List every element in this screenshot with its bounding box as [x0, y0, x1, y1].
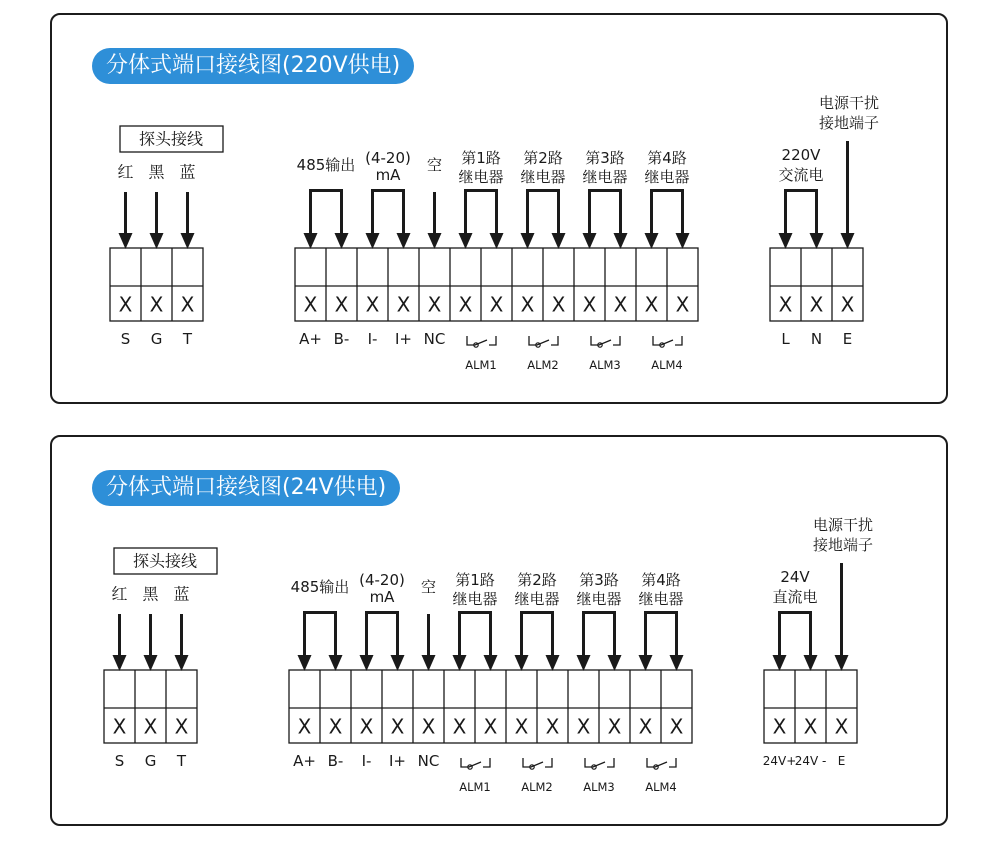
arrow-head: [175, 655, 189, 671]
arrow-head: [490, 233, 504, 249]
relay-group-label: 第1路: [455, 571, 495, 589]
terminal-screw-mark: X: [638, 714, 653, 739]
arrow-head: [329, 655, 343, 671]
relay-group-label: 第2路: [517, 571, 557, 589]
terminal-screw-mark: X: [644, 292, 659, 317]
group-label-4-20: (4-20): [365, 149, 411, 167]
output-terminal-label: I-: [361, 752, 372, 770]
arrow-head: [779, 233, 793, 249]
output-terminal-label: NC: [423, 330, 446, 348]
output-terminal-label: I+: [389, 752, 406, 770]
probe-terminal-label: G: [144, 752, 157, 770]
relay-contact-symbol: [523, 758, 552, 767]
arrow-head: [515, 655, 529, 671]
terminal-screw-mark: X: [149, 292, 164, 317]
arrow-head: [397, 233, 411, 249]
relay-group-label: 继电器: [582, 168, 628, 186]
power-supply-label: 直流电: [772, 588, 818, 606]
relay-group-label: 继电器: [514, 590, 560, 608]
probe-terminal-label: T: [176, 752, 187, 770]
arrow-head: [150, 233, 164, 249]
terminal-screw-mark: X: [112, 714, 127, 739]
terminal-screw-mark: X: [390, 714, 405, 739]
output-terminal-label: I+: [395, 330, 412, 348]
power-terminal-label: L: [781, 330, 790, 348]
terminal-screw-mark: X: [489, 292, 504, 317]
power-terminal-label: 24V+: [762, 754, 797, 768]
ground-terminal-label: 电源干扰: [812, 516, 874, 534]
output-terminal-label: A+: [299, 330, 322, 348]
terminal-screw-mark: X: [421, 714, 436, 739]
terminal-screw-mark: X: [483, 714, 498, 739]
arrow-head: [608, 655, 622, 671]
relay-group-label: 第2路: [523, 149, 563, 167]
arrow-head: [144, 655, 158, 671]
alarm-label: ALM3: [583, 780, 615, 794]
arrow-head: [614, 233, 628, 249]
terminal-screw-mark: X: [143, 714, 158, 739]
relay-contact-symbol: [591, 336, 620, 345]
arrow-head: [422, 655, 436, 671]
arrow-head: [773, 655, 787, 671]
probe-terminal-label: T: [182, 330, 193, 348]
terminal-screw-mark: X: [297, 714, 312, 739]
relay-contact-symbol: [529, 336, 558, 345]
arrow-head: [453, 655, 467, 671]
terminal-screw-mark: X: [613, 292, 628, 317]
relay-group-label: 第1路: [461, 149, 501, 167]
terminal-screw-mark: X: [396, 292, 411, 317]
arrow-head: [639, 655, 653, 671]
alarm-label: ALM4: [651, 358, 683, 372]
arrow-head: [583, 233, 597, 249]
terminal-screw-mark: X: [675, 292, 690, 317]
group-label-ma: mA: [375, 166, 401, 184]
arrow-head: [521, 233, 535, 249]
power-terminal-label: N: [810, 330, 823, 348]
alarm-label: ALM3: [589, 358, 621, 372]
group-label-485: 485输出: [290, 578, 350, 596]
relay-group-label: 第4路: [641, 571, 681, 589]
arrow-head: [428, 233, 442, 249]
group-label-485: 485输出: [296, 156, 356, 174]
wiring-diagram-24v: [52, 437, 946, 824]
arrow-head: [552, 233, 566, 249]
power-supply-label: 220V: [781, 146, 821, 164]
arrow-head: [546, 655, 560, 671]
output-terminal-label: B-: [327, 752, 344, 770]
arrow-head: [484, 655, 498, 671]
relay-group-label: 继电器: [644, 168, 690, 186]
wiring-panel-24v: [50, 435, 948, 826]
relay-contact-symbol: [647, 758, 676, 767]
arrow-head: [119, 233, 133, 249]
relay-contact-symbol: [653, 336, 682, 345]
relay-group-label: 第4路: [647, 149, 687, 167]
arrow-head: [835, 655, 849, 671]
arrow-head: [304, 233, 318, 249]
relay-contact-symbol: [461, 758, 490, 767]
terminal-screw-mark: X: [427, 292, 442, 317]
terminal-screw-mark: X: [174, 714, 189, 739]
probe-wire-color: 黑: [142, 584, 159, 604]
ground-terminal-label: 接地端子: [818, 114, 880, 132]
relay-contact-symbol: [585, 758, 614, 767]
terminal-screw-mark: X: [840, 292, 855, 317]
arrow-head: [113, 655, 127, 671]
arrow-head: [804, 655, 818, 671]
arrow-head: [841, 233, 855, 249]
output-terminal-label: B-: [333, 330, 350, 348]
relay-group-label: 继电器: [452, 590, 498, 608]
terminal-screw-mark: X: [576, 714, 591, 739]
arrow-head: [366, 233, 380, 249]
relay-contact-symbol: [467, 336, 496, 345]
arrow-head: [459, 233, 473, 249]
arrow-head: [577, 655, 591, 671]
group-label-ma: mA: [369, 588, 395, 606]
terminal-screw-mark: X: [458, 292, 473, 317]
terminal-screw-mark: X: [834, 714, 849, 739]
terminal-screw-mark: X: [582, 292, 597, 317]
terminal-screw-mark: X: [778, 292, 793, 317]
power-supply-label: 交流电: [778, 166, 824, 184]
relay-group-label: 继电器: [576, 590, 622, 608]
terminal-screw-mark: X: [772, 714, 787, 739]
relay-group-label: 继电器: [458, 168, 504, 186]
probe-wire-color: 黑: [148, 162, 165, 182]
terminal-screw-mark: X: [669, 714, 684, 739]
terminal-screw-mark: X: [365, 292, 380, 317]
probe-terminal-label: S: [114, 752, 125, 770]
terminal-screw-mark: X: [359, 714, 374, 739]
terminal-screw-mark: X: [180, 292, 195, 317]
alarm-label: ALM4: [645, 780, 677, 794]
wiring-panel-220v: [50, 13, 948, 404]
terminal-screw-mark: X: [545, 714, 560, 739]
power-terminal-label: E: [842, 330, 853, 348]
arrow-head: [645, 233, 659, 249]
ground-terminal-label: 接地端子: [812, 536, 874, 554]
terminal-screw-mark: X: [514, 714, 529, 739]
probe-wire-color: 红: [117, 162, 134, 182]
power-terminal-label: E: [837, 754, 846, 768]
arrow-head: [360, 655, 374, 671]
probe-terminal-label: S: [120, 330, 131, 348]
panel-title: 分体式端口接线图(220V供电): [92, 48, 414, 84]
terminal-screw-mark: X: [809, 292, 824, 317]
arrow-head: [181, 233, 195, 249]
terminal-screw-mark: X: [551, 292, 566, 317]
ground-terminal-label: 电源干扰: [818, 94, 880, 112]
probe-wire-color: 蓝: [179, 162, 196, 182]
terminal-screw-mark: X: [303, 292, 318, 317]
relay-group-label: 第3路: [585, 149, 625, 167]
relay-group-label: 第3路: [579, 571, 619, 589]
terminal-screw-mark: X: [607, 714, 622, 739]
power-terminal-label: 24V -: [794, 754, 827, 768]
alarm-label: ALM1: [465, 358, 497, 372]
output-terminal-label: I-: [367, 330, 378, 348]
output-terminal-label: A+: [293, 752, 316, 770]
relay-group-label: 继电器: [520, 168, 566, 186]
power-supply-label: 24V: [780, 568, 810, 586]
group-label-nc: 空: [426, 156, 443, 174]
arrow-head: [810, 233, 824, 249]
alarm-label: ALM2: [527, 358, 559, 372]
probe-terminal-label: G: [150, 330, 163, 348]
terminal-screw-mark: X: [520, 292, 535, 317]
output-terminal-label: NC: [417, 752, 440, 770]
probe-wire-color: 蓝: [173, 584, 190, 604]
probe-header: 探头接线: [138, 129, 204, 149]
group-label-nc: 空: [420, 578, 437, 596]
relay-group-label: 继电器: [638, 590, 684, 608]
alarm-label: ALM1: [459, 780, 491, 794]
group-label-4-20: (4-20): [359, 571, 405, 589]
terminal-screw-mark: X: [803, 714, 818, 739]
terminal-screw-mark: X: [118, 292, 133, 317]
arrow-head: [391, 655, 405, 671]
terminal-screw-mark: X: [328, 714, 343, 739]
arrow-head: [335, 233, 349, 249]
wiring-diagram-220v: [52, 15, 946, 402]
terminal-screw-mark: X: [334, 292, 349, 317]
probe-wire-color: 红: [111, 584, 128, 604]
arrow-head: [298, 655, 312, 671]
terminal-screw-mark: X: [452, 714, 467, 739]
panel-title: 分体式端口接线图(24V供电): [92, 470, 400, 506]
arrow-head: [670, 655, 684, 671]
arrow-head: [676, 233, 690, 249]
probe-header: 探头接线: [132, 551, 198, 571]
alarm-label: ALM2: [521, 780, 553, 794]
